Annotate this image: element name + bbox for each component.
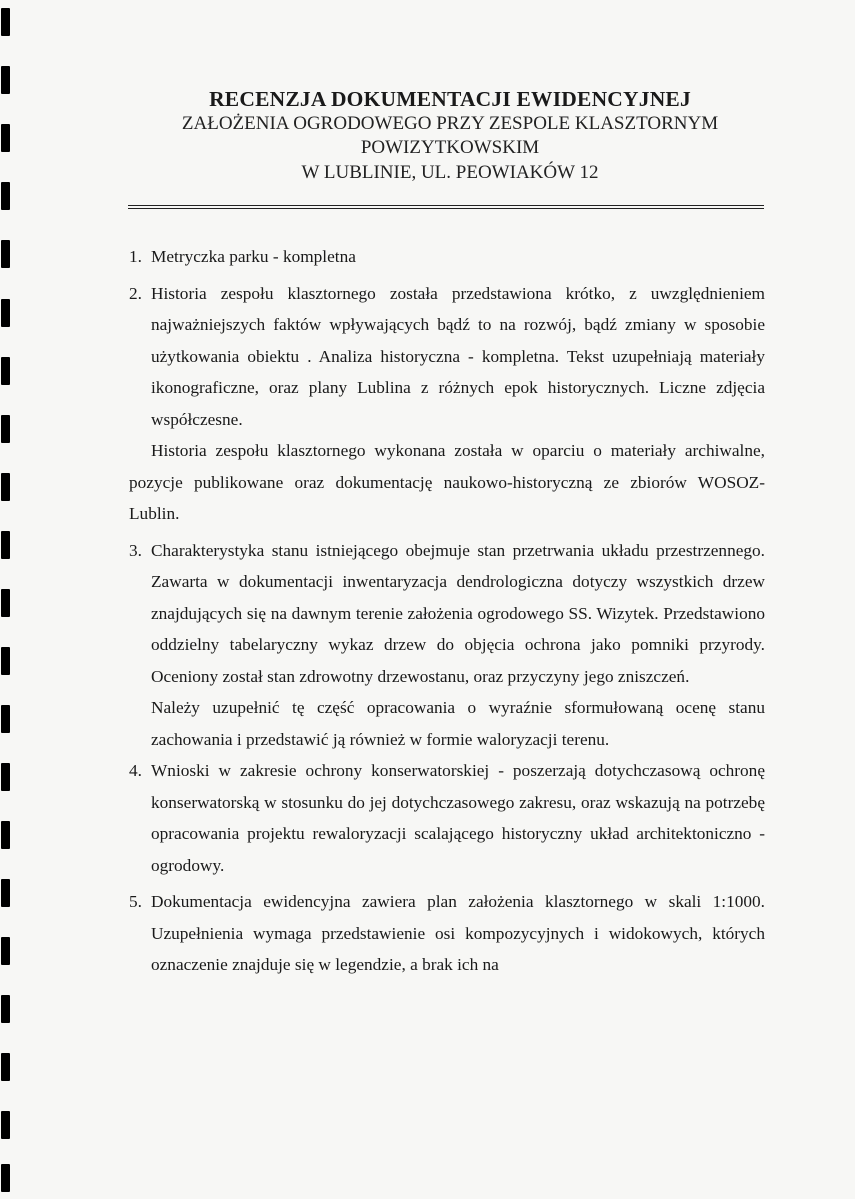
binding-hole: [1, 763, 10, 791]
document-subtitle-line3: W LUBLINIE, UL. PEOWIAKÓW 12: [301, 162, 599, 183]
binding-hole: [1, 357, 10, 385]
list-text: Dokumentacja ewidencyjna zawiera plan założenia klasztornego w skali 1:1000. Uzupełnienia wymaga przedstawienie osi kompozycyjnych i widokowych, których oznaczenie znajduje się w legendzie, a brak ich na: [151, 892, 765, 974]
document-title: RECENZJA DOKUMENTACJI EWIDENCYJNEJ: [209, 87, 691, 111]
binding-hole: [1, 589, 10, 617]
binding-hole: [1, 705, 10, 733]
document-subtitle-line2: POWIZYTKOWSKIM: [360, 137, 540, 158]
list-text: Wnioski w zakresie ochrony konserwatorskiej - poszerzają dotychczasową ochronę konserwatorską w stosunku do jej dotychczasowego zakresu, oraz wskazują na potrzebę opracowania projektu rewaloryzacji scalającego historyczny układ architektoniczno - ogrodowy.: [151, 761, 765, 875]
document-body: [129, 241, 765, 981]
binding-hole: [1, 1053, 10, 1081]
binding-hole: [1, 647, 10, 675]
binding-hole: [1, 531, 10, 559]
binding-hole: [1, 182, 10, 210]
binding-hole: [1, 1164, 10, 1192]
list-number: 1.: [129, 247, 142, 266]
binding-hole: [1, 66, 10, 94]
document-subtitle-line1: ZAŁOŻENIA OGRODOWEGO PRZY ZESPOLE KLASZTORNYM: [181, 113, 719, 134]
binding-hole: [1, 1111, 10, 1139]
binding-hole: [1, 879, 10, 907]
list-text: Charakterystyka stanu istniejącego obejmuje stan przetrwania układu przestrzennego. Zawarta w dokumentacji inwentaryzacja dendrologiczna dotyczy wszystkich drzew znajdujących się na dawnym terenie założenia ogrodowego SS. Wizytek. Przedstawiono oddzielny tabelaryczny wykaz drzew do objęcia ochrona jako pomniki przyrody. Oceniony został stan zdrowotny drzewostanu, oraz przyczyny jego zniszczeń.: [151, 540, 765, 686]
list-number: 2.: [129, 283, 142, 303]
binding-hole: [1, 821, 10, 849]
binding-hole: [1, 8, 10, 36]
binding-hole: [1, 240, 10, 268]
list-text: Metryczka parku - kompletna: [151, 247, 356, 266]
list-number: 4.: [129, 761, 142, 780]
binding-hole: [1, 473, 10, 501]
binding-hole: [1, 937, 10, 965]
list-item-5: [129, 886, 765, 981]
binding-hole: [1, 995, 10, 1023]
list-item-3: [129, 535, 765, 693]
list-item-3-note: [129, 692, 765, 755]
list-text: Należy uzupełnić tę część opracowania o wyraźnie sformułowaną ocenę stanu zachowania i przedstawić ją również w formie waloryzacji terenu.: [151, 698, 765, 749]
list-item-4: [129, 755, 765, 881]
list-item-1: [129, 241, 765, 273]
binding-hole: [1, 415, 10, 443]
list-text: Historia zespołu klasztornego została przedstawiona krótko, z uwzględnieniem najważniejszych faktów wpływających bądź to na rozwój, bądź zmiany w sposobie użytkowania obiektu . Analiza historyczna - kompletna. Tekst uzupełniają materiały ikonograficzne, oraz plany Lublina z różnych epok historycznych. Liczne zdjęcia współczesne.: [151, 283, 765, 429]
list-number: 3.: [129, 540, 142, 560]
list-number: 5.: [129, 892, 142, 911]
binding-hole: [1, 299, 10, 327]
paragraph: Historia zespołu klasztornego wykonana została w oparciu o materiały archiwalne, pozycje publikowane oraz dokumentację naukowo-historyczną ze zbiorów WOSOZ-Lublin.: [129, 441, 765, 523]
list-item-2: [129, 278, 765, 436]
title-divider: [128, 208, 764, 209]
binding-hole: [1, 124, 10, 152]
title-divider: [128, 205, 764, 206]
binding-marks: [0, 0, 40, 1199]
